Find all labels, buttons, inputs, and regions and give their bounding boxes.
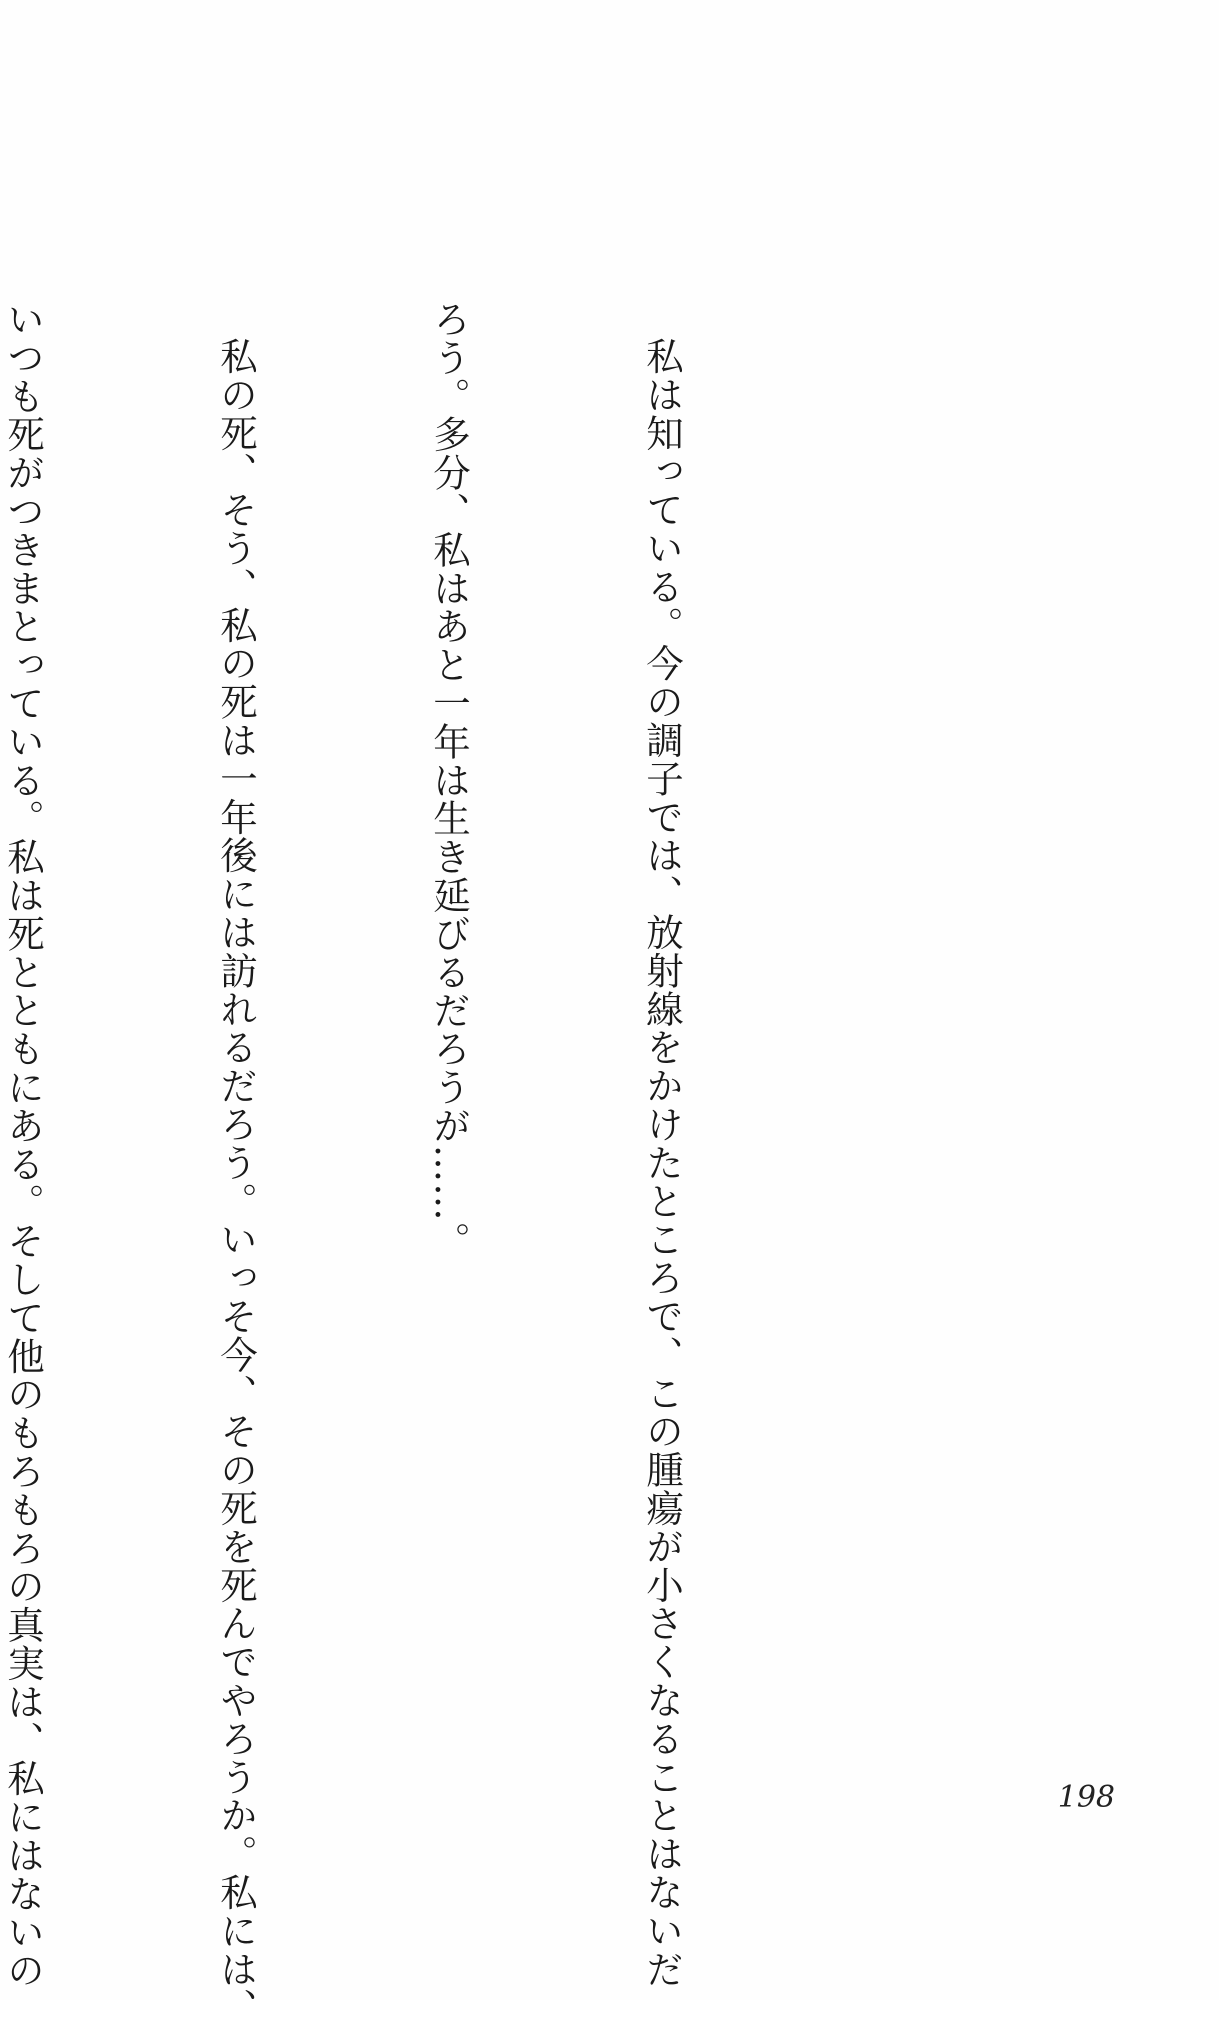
page-number: 198 [1057,1780,1115,1815]
paragraph-line-2: ろう。多分、私はあと一年は生き延びるだろうが……。 [427,300,471,1260]
paragraph-line-4: いつも死がつきまとっている。私は死とともにある。そして他のもろもろの真実は、私にはないの [1,300,45,1990]
vertical-text-block [0,300,839,2027]
paragraph-line-3: 私の死、そう、私の死は一年後には訪れるだろう。いっそ今、その死を死んでやろうか。私には、 [214,337,258,2027]
paragraph-line-1: 私は知っている。今の調子では、放射線をかけたところで、この腫瘍が小さくなることはないだ [640,337,684,1989]
